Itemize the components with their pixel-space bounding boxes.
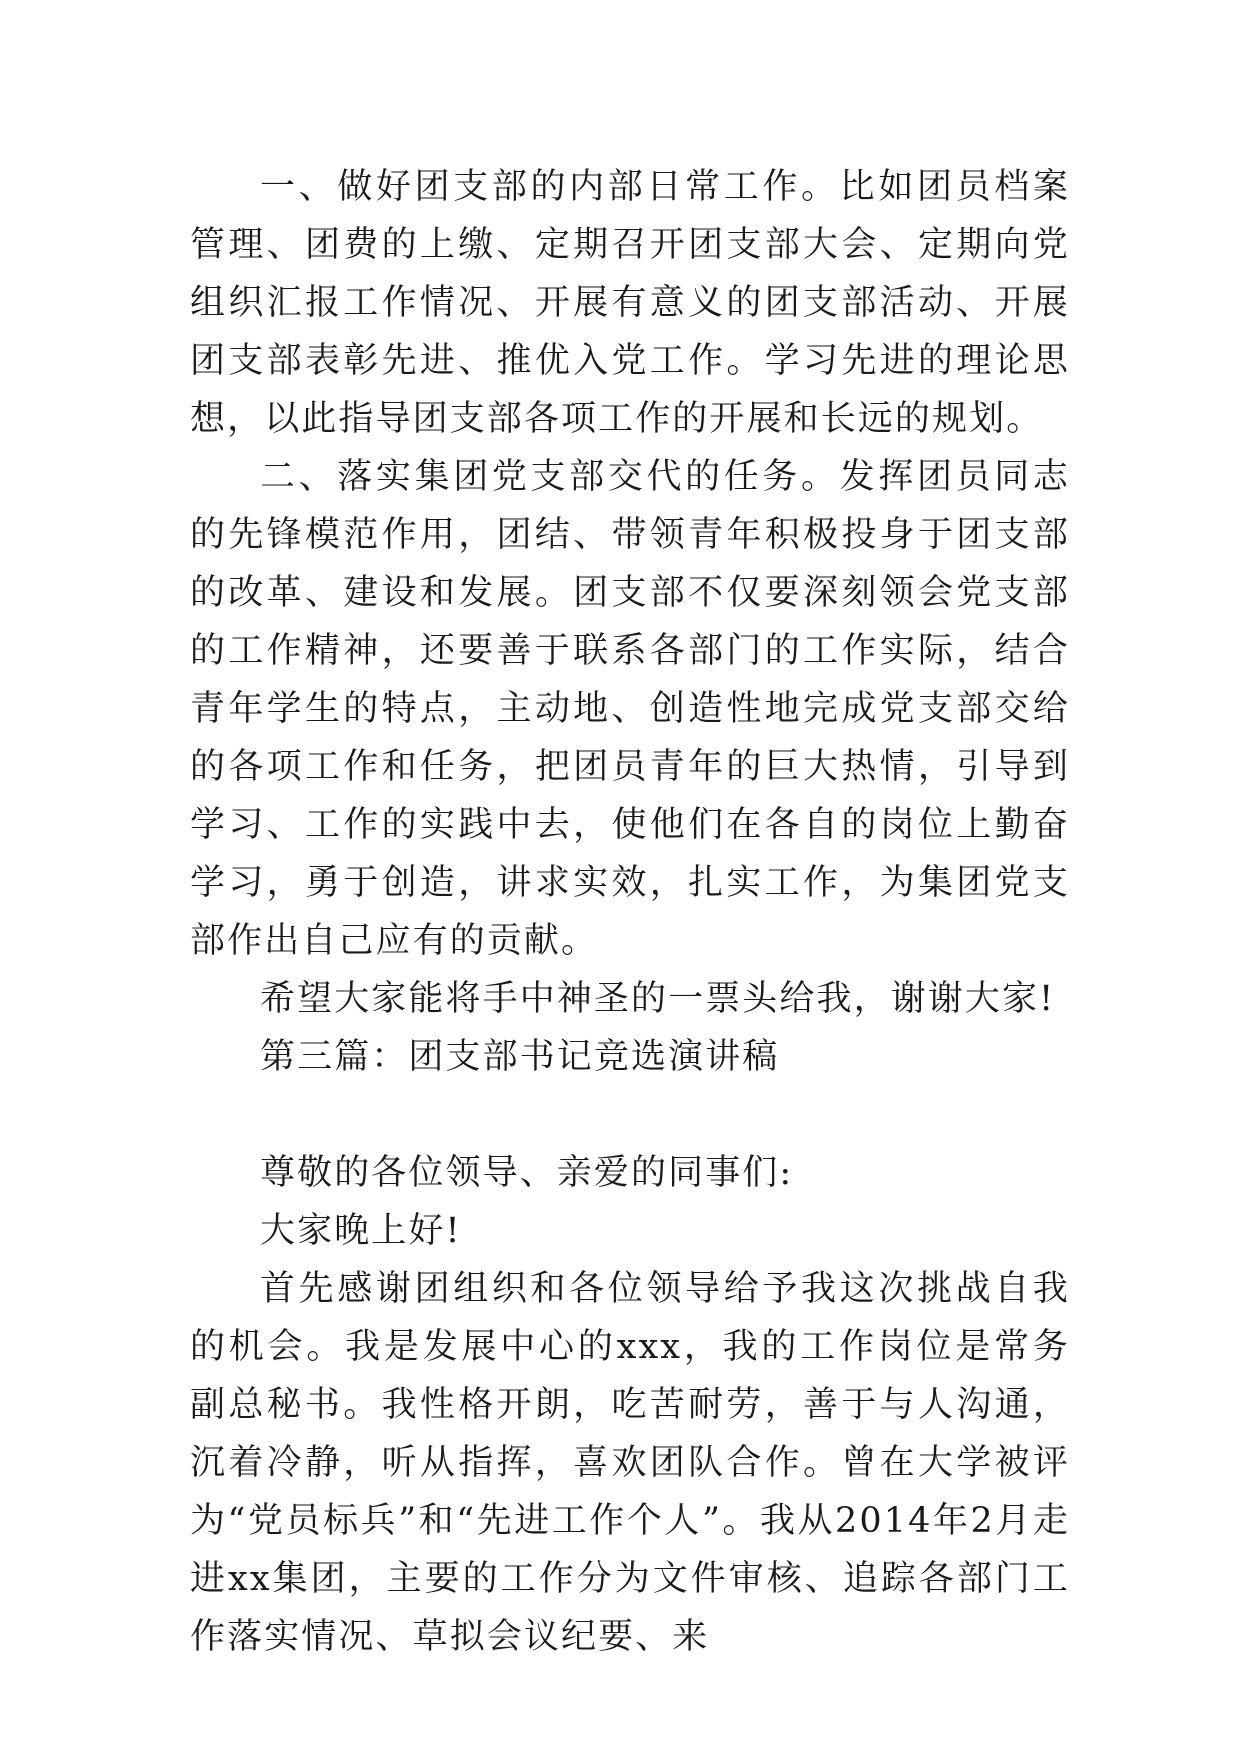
paragraph-closing-request: 希望大家能将手中神圣的一票头给我，谢谢大家! — [260, 979, 1056, 1019]
document-body — [190, 158, 1070, 1666]
paragraph-task-one: 一、做好团支部的内部日常工作。比如团员档案管理、团费的上缴、定期召开团支部大会、定期向党组织汇报工作情况、开展有意义的团支部活动、开展团支部表彰先进、推优入党工作。学习先进的理论思想，以此指导团支部各项工作的开展和长远的规划。 — [190, 167, 1070, 439]
greeting: 大家晚上好! — [260, 1211, 462, 1251]
paragraph-task-two: 二、落实集团党支部交代的任务。发挥团员同志的先锋模范作用，团结、带领青年积极投身于团支部的改革、建设和发展。团支部不仅要深刻领会党支部的工作精神，还要善于联系各部门的工作实际，结合青年学生的特点，主动地、创造性地完成党支部交给的各项工作和任务，把团员青年的巨大热情，引导到学习、工作的实践中去，使他们在各自的岗位上勤奋学习，勇于创造，讲求实效，扎实工作，为集团党支部作出自己应有的贡献。 — [190, 457, 1070, 961]
paragraph-self-introduction: 首先感谢团组织和各位领导给予我这次挑战自我的机会。我是发展中心的xxx，我的工作岗位是常务副总秘书。我性格开朗，吃苦耐劳，善于与人沟通，沉着冷静，听从指挥，喜欢团队合作。曾在大学被评为“党员标兵”和“先进工作个人”。我从2014年2月走进xx集团，主要的工作分为文件审核、追踪各部门工作落实情况、草拟会议纪要、来 — [190, 1269, 1070, 1657]
blank-line — [190, 1086, 1070, 1144]
section-heading: 第三篇：团支部书记竞选演讲稿 — [260, 1037, 780, 1077]
salutation: 尊敬的各位领导、亲爱的同事们: — [260, 1153, 794, 1193]
